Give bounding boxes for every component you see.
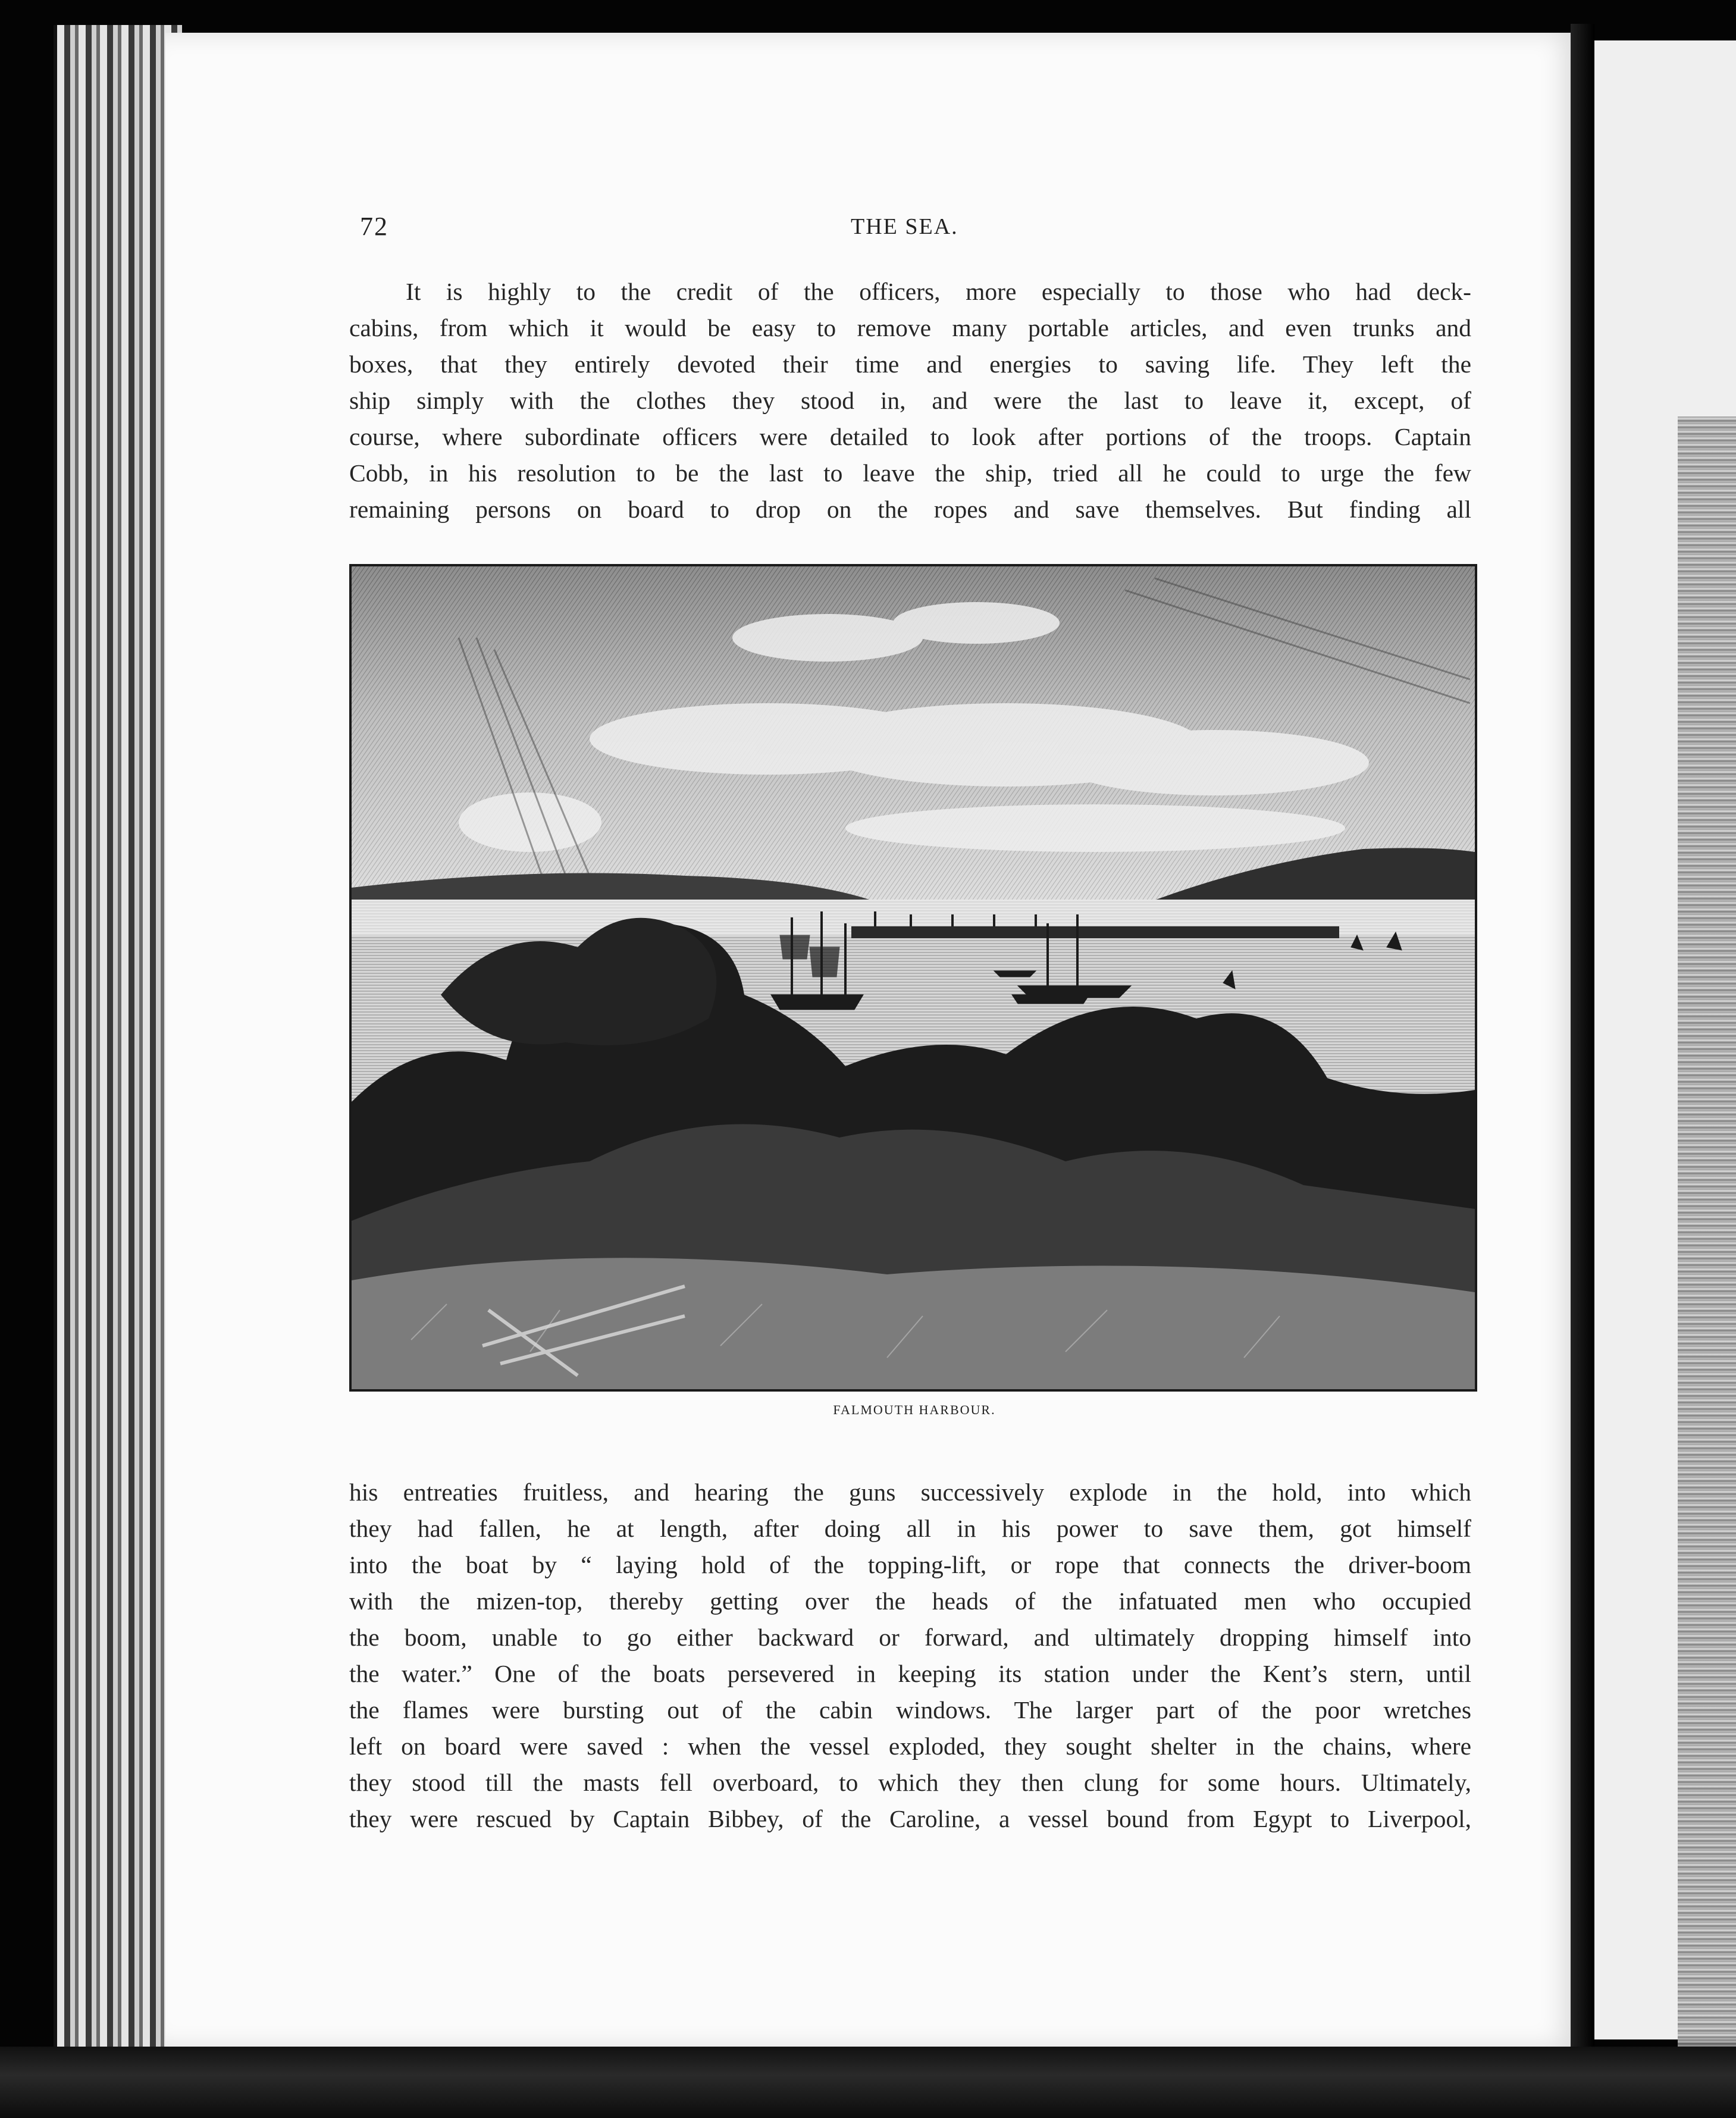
page-title: THE SEA.: [851, 214, 958, 239]
text-line: course, where subordinate officers were detailed to look after portions of the troops. Captain: [349, 423, 1471, 450]
book-page-stack: [54, 25, 182, 2048]
scanner-bed: [0, 2047, 1736, 2118]
facing-page-edge: [1678, 416, 1736, 2047]
text-line: It is highly to the credit of the officers, more especially to those who had deck-: [406, 278, 1471, 305]
text-line: into the boat by “ laying hold of the topping-lift, or rope that connects the driver-boom: [349, 1551, 1471, 1578]
text-line: the boom, unable to go either backward or forward, and ultimately dropping himself into: [349, 1624, 1471, 1651]
page-number: 72: [360, 212, 388, 241]
text-line: with the mizen-top, thereby getting over the heads of the infatuated men who occupied: [349, 1587, 1471, 1615]
paragraph-top: [349, 274, 1471, 528]
illustration-caption: FALMOUTH HARBOUR.: [833, 1402, 996, 1417]
text-line: they stood till the masts fell overboard, to which they then clung for some hours. Ultimately,: [349, 1769, 1471, 1796]
gutter-shadow: [1571, 24, 1594, 2053]
text-line: cabins, from which it would be easy to remove many portable articles, and even trunks and: [349, 314, 1471, 341]
engraving-picture: [352, 566, 1475, 1389]
text-line: they had fallen, he at length, after doing all in his power to save them, got himself: [349, 1515, 1471, 1542]
text-line: the water.” One of the boats persevered in keeping its station under the Kent’s stern, until: [349, 1660, 1471, 1687]
text-line: ship simply with the clothes they stood in, and were the last to leave it, except, of: [349, 387, 1471, 414]
text-line: they were rescued by Captain Bibbey, of the Caroline, a vessel bound from Egypt to Liverpool,: [349, 1805, 1471, 1832]
text-line: left on board were saved : when the vessel exploded, they sought shelter in the chains, where: [349, 1732, 1471, 1760]
text-line: the flames were bursting out of the cabin windows. The larger part of the poor wretches: [349, 1696, 1471, 1724]
text-line: remaining persons on board to drop on the ropes and save themselves. But finding all: [349, 496, 1471, 523]
paragraph-bottom: [349, 1474, 1471, 1837]
text-line: Cobb, in his resolution to be the last to leave the ship, tried all he could to urge the few: [349, 459, 1471, 487]
text-line: his entreaties fruitless, and hearing the guns successively explode in the hold, into which: [349, 1478, 1471, 1506]
text-line: boxes, that they entirely devoted their time and energies to saving life. They left the: [349, 350, 1471, 378]
harbour-engraving: [349, 564, 1477, 1392]
